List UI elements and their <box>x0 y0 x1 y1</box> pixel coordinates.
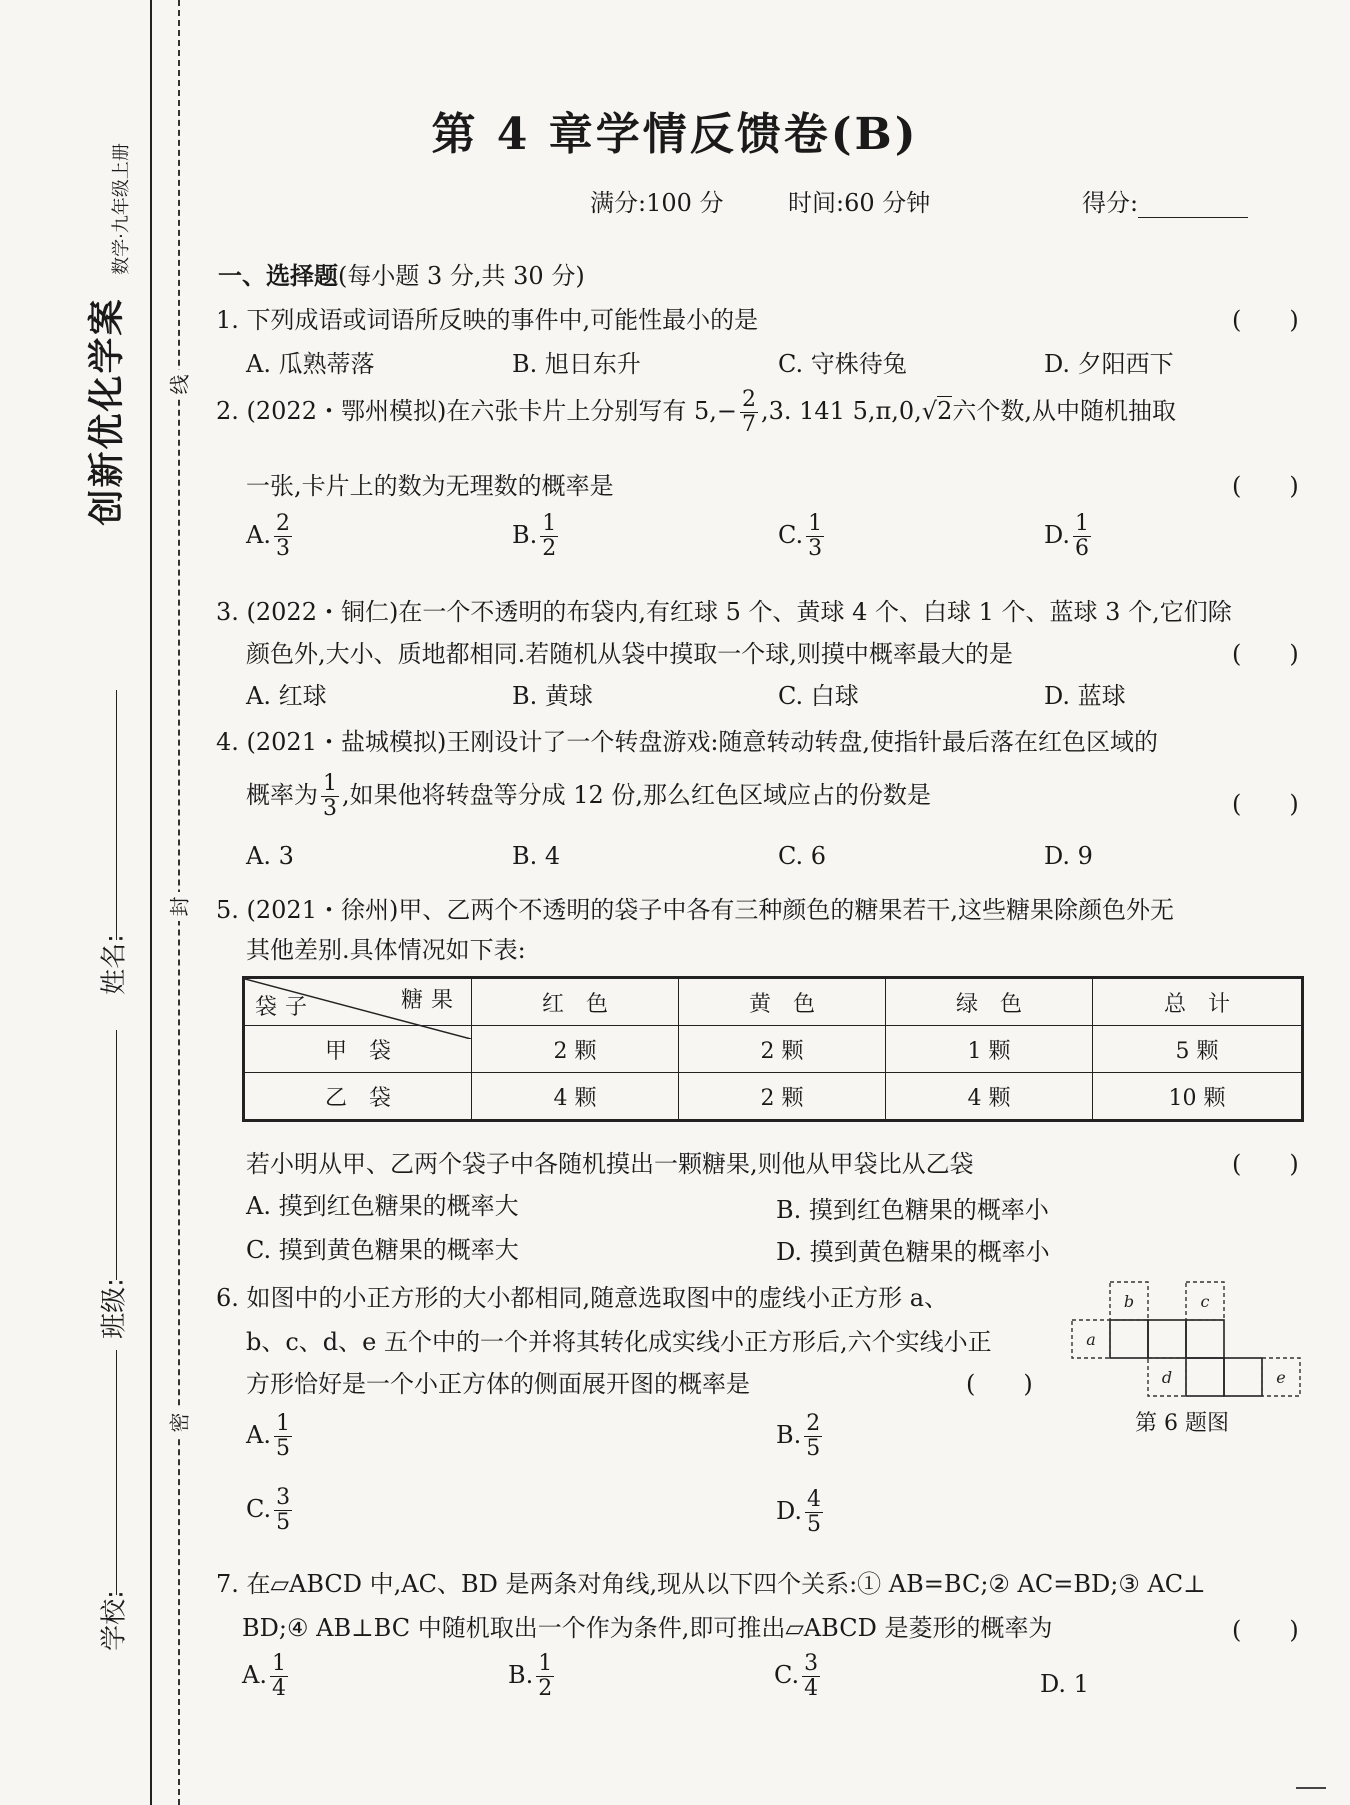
seal-char-line: 线 <box>165 370 191 399</box>
q7-option-b[interactable]: B. $\frac{1}{2}$ <box>508 1651 553 1702</box>
score-blank[interactable] <box>1138 191 1248 218</box>
school-blank[interactable] <box>116 1350 117 1595</box>
solid-square <box>1186 1320 1224 1358</box>
q3-option-a[interactable]: A. 红球 <box>246 682 327 710</box>
table-cell: 4 颗 <box>886 1073 1093 1121</box>
q3-option-c[interactable]: C. 白球 <box>778 682 859 710</box>
solid-square <box>1148 1320 1186 1358</box>
q2-option-b[interactable]: B. $\frac{1}{2}$ <box>512 511 557 562</box>
name-blank[interactable] <box>116 690 117 940</box>
label-c: c <box>1200 1292 1210 1311</box>
label-a: a <box>1086 1330 1096 1349</box>
page-title: 第 4 章学情反馈卷(B) <box>431 109 919 160</box>
q2-stem <box>216 388 1176 437</box>
q4-option-b[interactable]: B. 4 <box>512 842 561 870</box>
q1-option-b[interactable]: B. 旭日东升 <box>512 350 641 378</box>
solid-square <box>1224 1358 1262 1396</box>
q5-option-c[interactable]: C. 摸到黄色糖果的概率大 <box>246 1236 519 1264</box>
table-cell: 5 颗 <box>1093 1026 1303 1073</box>
q4-stem-line2: 概率为 $\frac{1}{3}$ ,如果他将转盘等分成 12 份,那么红色区域应占的份数是 <box>246 771 932 822</box>
q6-net-figure <box>1070 1278 1310 1402</box>
time-limit: 时间:60 分钟 <box>788 189 931 217</box>
corner-top-label: 糖果 <box>400 988 461 1013</box>
q5-option-d[interactable]: D. 摸到黄色糖果的概率小 <box>776 1238 1050 1266</box>
q5-answer-paren[interactable]: ( ) <box>1232 1150 1299 1178</box>
score-field <box>1082 183 1248 218</box>
q3-option-b[interactable]: B. 黄球 <box>512 682 593 710</box>
label-b: b <box>1123 1292 1135 1311</box>
q2-answer-paren[interactable]: ( ) <box>1232 472 1299 500</box>
q7-option-d[interactable]: D. 1 <box>1040 1670 1089 1698</box>
q2-stem-c: 六个数,从中随机抽取 <box>952 397 1176 426</box>
q6-option-c[interactable]: C. $\frac{3}{5}$ <box>246 1485 291 1536</box>
q2-stem-b: ,3. 141 5,π,0, <box>760 397 922 426</box>
q1-option-c[interactable]: C. 守株待兔 <box>778 350 907 378</box>
q2-option-d[interactable]: D. $\frac{1}{6}$ <box>1044 511 1090 562</box>
table-header-row <box>244 978 1303 1026</box>
q6-figure-caption: 第 6 题图 <box>1135 1411 1229 1436</box>
table-header-cell: 黄 色 <box>679 978 886 1026</box>
q5-option-b[interactable]: B. 摸到红色糖果的概率小 <box>776 1196 1049 1224</box>
q6-option-d[interactable]: D. $\frac{4}{5}$ <box>776 1487 822 1538</box>
q4-answer-paren[interactable]: ( ) <box>1232 790 1299 818</box>
table-cell: 2 颗 <box>679 1026 886 1073</box>
q7-option-a[interactable]: A. $\frac{1}{4}$ <box>242 1651 286 1702</box>
candy-table <box>242 976 1304 1122</box>
class-blank[interactable] <box>116 1030 117 1280</box>
q1-option-a[interactable]: A. 瓜熟蒂落 <box>246 350 375 378</box>
table-header-cell: 绿 色 <box>886 978 1093 1026</box>
table-row-label: 乙 袋 <box>244 1073 472 1121</box>
q6-stem-line1: 6. 如图中的小正方形的大小都相同,随意选取图中的虚线小正方形 a、 <box>216 1284 949 1312</box>
binding-solid-line <box>150 0 152 1805</box>
q4-option-c[interactable]: C. 6 <box>778 842 827 870</box>
book-subtitle: 数学·九年级上册 <box>111 143 132 275</box>
q4-fraction: $\frac{1}{3}$ <box>323 771 337 822</box>
q3-option-d[interactable]: D. 蓝球 <box>1044 682 1126 710</box>
section-note: (每小题 3 分,共 30 分) <box>338 262 585 290</box>
full-score: 满分:100 分 <box>590 189 724 217</box>
q2-sqrt-value: 2 <box>937 397 953 426</box>
q3-stem-line2: 颜色外,大小、质地都相同.若随机从袋中摸取一个球,则摸中概率最大的是 <box>246 640 1013 668</box>
q7-answer-paren[interactable]: ( ) <box>1232 1616 1299 1644</box>
table-header-cell: 红 色 <box>472 978 679 1026</box>
q5-option-a[interactable]: A. 摸到红色糖果的概率大 <box>246 1192 519 1220</box>
q5-stem-line3: 若小明从甲、乙两个袋子中各随机摸出一颗糖果,则他从甲袋比从乙袋 <box>246 1150 974 1178</box>
label-d: d <box>1161 1368 1173 1387</box>
q6-option-b[interactable]: B. $\frac{2}{5}$ <box>776 1411 821 1462</box>
q1-stem: 1. 下列成语或词语所反映的事件中,可能性最小的是 <box>216 306 759 334</box>
table-cell: 1 颗 <box>886 1026 1093 1073</box>
table-row-label: 甲 袋 <box>244 1026 472 1073</box>
table-cell: 2 颗 <box>679 1073 886 1121</box>
q3-answer-paren[interactable]: ( ) <box>1232 640 1299 668</box>
q3-stem-line1: 3. (2022・铜仁)在一个不透明的布袋内,有红球 5 个、黄球 4 个、白球 1 个、蓝球 3 个,它们除 <box>216 598 1232 626</box>
table-row <box>244 1073 1303 1121</box>
q2-option-c[interactable]: C. $\frac{1}{3}$ <box>778 511 823 562</box>
section-label: 一、选择题 <box>218 262 338 290</box>
q4-option-a[interactable]: A. 3 <box>246 842 294 870</box>
q4-option-d[interactable]: D. 9 <box>1044 842 1093 870</box>
q2-option-a[interactable]: A. $\frac{2}{3}$ <box>246 511 290 562</box>
q6-stem-line2: b、c、d、e 五个中的一个并将其转化成实线小正方形后,六个实线小正 <box>246 1328 992 1356</box>
q6-option-a[interactable]: A. $\frac{1}{5}$ <box>246 1411 290 1462</box>
q2-stem-a: 2. (2022・鄂州模拟)在六张卡片上分别写有 5,− <box>216 397 737 426</box>
q6-stem-line3: 方形恰好是一个小正方体的侧面展开图的概率是 <box>246 1370 750 1398</box>
q2-fraction: $\frac{2}{7}$ <box>741 387 756 438</box>
q7-stem-line1: 7. 在▱ABCD 中,AC、BD 是两条对角线,现从以下四个关系:① AB=BC;② AC=BD;③ AC⊥ <box>216 1570 1206 1598</box>
label-e: e <box>1276 1368 1286 1387</box>
name-label: 姓名: <box>99 934 130 995</box>
q6-answer-paren[interactable]: ( ) <box>966 1370 1033 1398</box>
table-header-cell: 总 计 <box>1093 978 1303 1026</box>
seal-char-secret: 密 <box>165 1408 191 1437</box>
sqrt-sign: √ <box>921 397 938 426</box>
school-label: 学校: <box>99 1590 130 1651</box>
q1-option-d[interactable]: D. 夕阳西下 <box>1044 350 1174 378</box>
section-heading <box>218 256 585 291</box>
page-corner-mark <box>1296 1787 1326 1789</box>
q7-stem-line2: BD;④ AB⊥BC 中随机取出一个作为条件,即可推出▱ABCD 是菱形的概率为 <box>242 1614 1053 1642</box>
seal-char-seal: 封 <box>165 892 191 921</box>
class-label: 班级: <box>99 1278 130 1339</box>
q7-option-c[interactable]: C. $\frac{3}{4}$ <box>774 1651 819 1702</box>
score-label: 得分: <box>1082 189 1139 217</box>
brand-logo: 创新优化学案 <box>86 297 128 526</box>
q1-answer-paren[interactable]: ( ) <box>1232 306 1299 334</box>
table-corner-cell <box>244 978 472 1026</box>
solid-square <box>1186 1358 1224 1396</box>
q5-stem-line2: 其他差别.具体情况如下表: <box>246 936 526 964</box>
corner-bottom-label: 袋子 <box>255 995 316 1020</box>
table-cell: 10 颗 <box>1093 1073 1303 1121</box>
table-cell: 4 颗 <box>472 1073 679 1121</box>
table-cell: 2 颗 <box>472 1026 679 1073</box>
solid-square <box>1110 1320 1148 1358</box>
q4-stem-line1: 4. (2021・盐城模拟)王刚设计了一个转盘游戏:随意转动转盘,使指针最后落在红色区域的 <box>216 728 1159 756</box>
q2-stem-line2: 一张,卡片上的数为无理数的概率是 <box>246 472 614 500</box>
q5-stem-line1: 5. (2021・徐州)甲、乙两个不透明的袋子中各有三种颜色的糖果若干,这些糖果除颜色外无 <box>216 896 1174 924</box>
